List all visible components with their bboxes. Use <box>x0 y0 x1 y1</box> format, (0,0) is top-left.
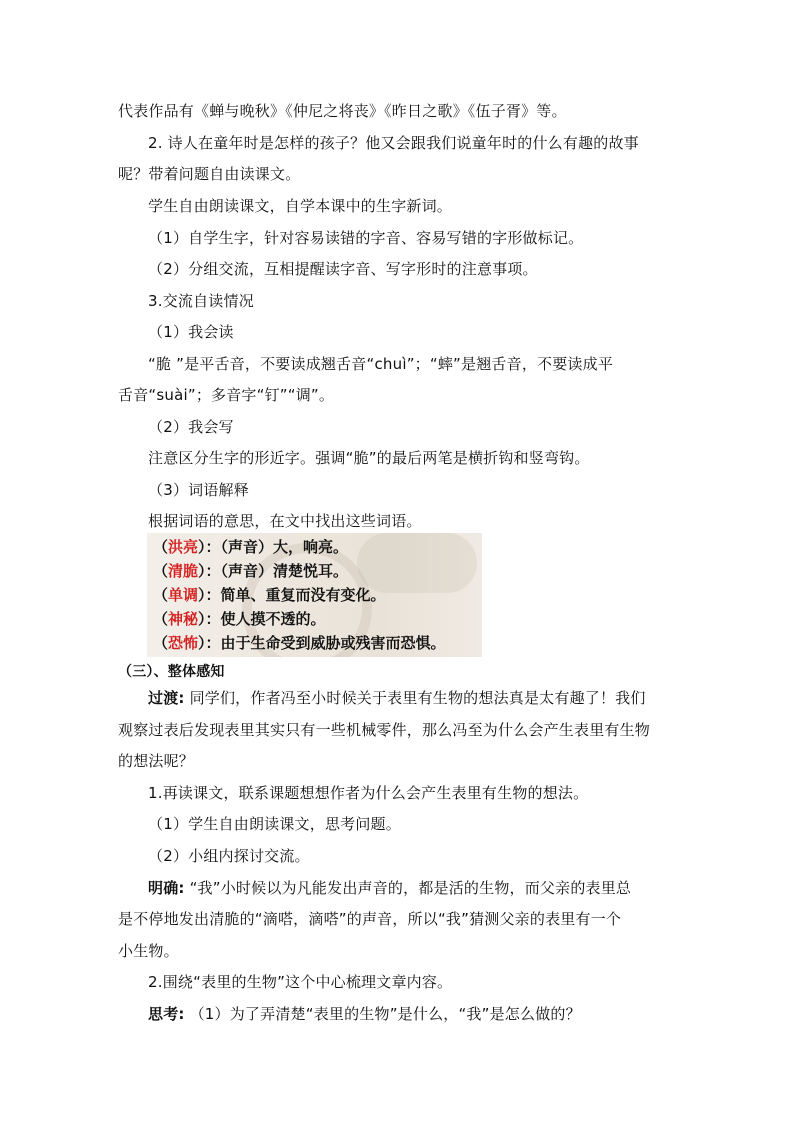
vocab-row: （洪亮）：（声音）大，响亮。 <box>153 538 349 556</box>
vocab-row: （神秘）：使人摸不透的。 <box>153 610 326 628</box>
text-line: 注意区分生字的形近字。强调“脆”的最后两笔是横折钩和竖弯钩。 <box>148 449 590 467</box>
text-line: 3.交流自读情况 <box>148 292 254 310</box>
text-line: “脆 ”是平舌音，不要读成翘舌音“chuì”；“蟀”是翘舌音，不要读成平 <box>148 355 614 373</box>
text-line: 根据词语的意思，在文中找出这些词语。 <box>148 512 422 530</box>
text-line: 代表作品有《蝉与晚秋》《仲尼之将丧》《昨日之歌》《伍子胥》等。 <box>118 102 567 120</box>
vocabulary-image <box>147 533 482 657</box>
vocab-word: 清脆 <box>168 562 199 580</box>
vocab-word: 单调 <box>168 586 199 604</box>
clarify-text: “我”小时候以为凡能发出声音的，都是活的生物，而父亲的表里总 <box>184 879 632 897</box>
section-heading: （三）、整体感知 <box>118 664 225 680</box>
text-line: 1.再读课文，联系课题想想作者为什么会产生表里有生物的想法。 <box>148 784 589 802</box>
text-line: 舌音“suài”；多音字“钉”“调”。 <box>118 386 335 404</box>
transition-text: 同学们，作者冯至小时候关于表里有生物的想法真是太有趣了！我们 <box>184 689 646 707</box>
text-line: 呢？带着问题自由读课文。 <box>118 165 301 183</box>
text-line: 2. 诗人在童年时是怎样的孩子？他又会跟我们说童年时的什么有趣的故事 <box>148 134 639 152</box>
text-line: （1）自学生字，针对容易读错的字音、容易写错的字形做标记。 <box>148 229 584 247</box>
decorative-shape <box>357 533 477 593</box>
vocab-row: （恐怖）：由于生命受到威胁或残害而恐惧。 <box>153 634 446 652</box>
vocab-definition: ：简单、重复而没有变化。 <box>205 586 386 604</box>
vocab-definition: ：使人摸不透的。 <box>205 610 326 628</box>
think-text: （1）为了弄清楚“表里的生物”是什么，“我”是怎么做的？ <box>184 1005 581 1023</box>
clarify-label: 明确: <box>148 879 185 897</box>
vocab-word: 神秘 <box>168 610 199 628</box>
text-line: 小生物。 <box>118 942 179 960</box>
text-line: 是不停地发出清脆的“滴嗒，滴嗒”的声音，所以“我”猜测父亲的表里有一个 <box>118 910 622 928</box>
vocab-row: （清脆）：（声音）清楚悦耳。 <box>153 562 349 580</box>
text-line: 观察过表后发现表里其实只有一些机械零件，那么冯至为什么会产生表里有生物 <box>118 721 651 739</box>
text-line: 的想法呢？ <box>118 752 195 770</box>
text-line: （2）我会写 <box>148 418 234 436</box>
text-line: 学生自由朗读课文，自学本课中的生字新词。 <box>148 197 453 215</box>
vocab-word: 洪亮 <box>168 538 199 556</box>
text-line: （1）我会读 <box>148 323 234 341</box>
transition-label: 过渡: <box>148 689 185 707</box>
vocab-word: 恐怖 <box>168 634 199 652</box>
text-line: 2.围绕“表里的生物”这个中心梳理文章内容。 <box>148 973 453 991</box>
text-line: （3）词语解释 <box>148 481 249 499</box>
clarify-line <box>148 878 631 898</box>
text-line: （1）学生自由朗读课文，思考问题。 <box>148 815 401 833</box>
vocab-definition: ：由于生命受到威胁或残害而恐惧。 <box>205 634 446 652</box>
text-line: （2）小组内探讨交流。 <box>148 847 310 865</box>
vocab-definition: ：（声音）清楚悦耳。 <box>205 562 349 580</box>
transition-line <box>148 688 646 708</box>
text-line: （2）分组交流，互相提醒读字音、写字形时的注意事项。 <box>148 260 538 278</box>
vocab-definition: ：（声音）大，响亮。 <box>205 538 349 556</box>
think-label: 思考: <box>148 1005 185 1023</box>
think-line <box>148 1004 581 1024</box>
vocab-row: （单调）：简单、重复而没有变化。 <box>153 586 386 604</box>
